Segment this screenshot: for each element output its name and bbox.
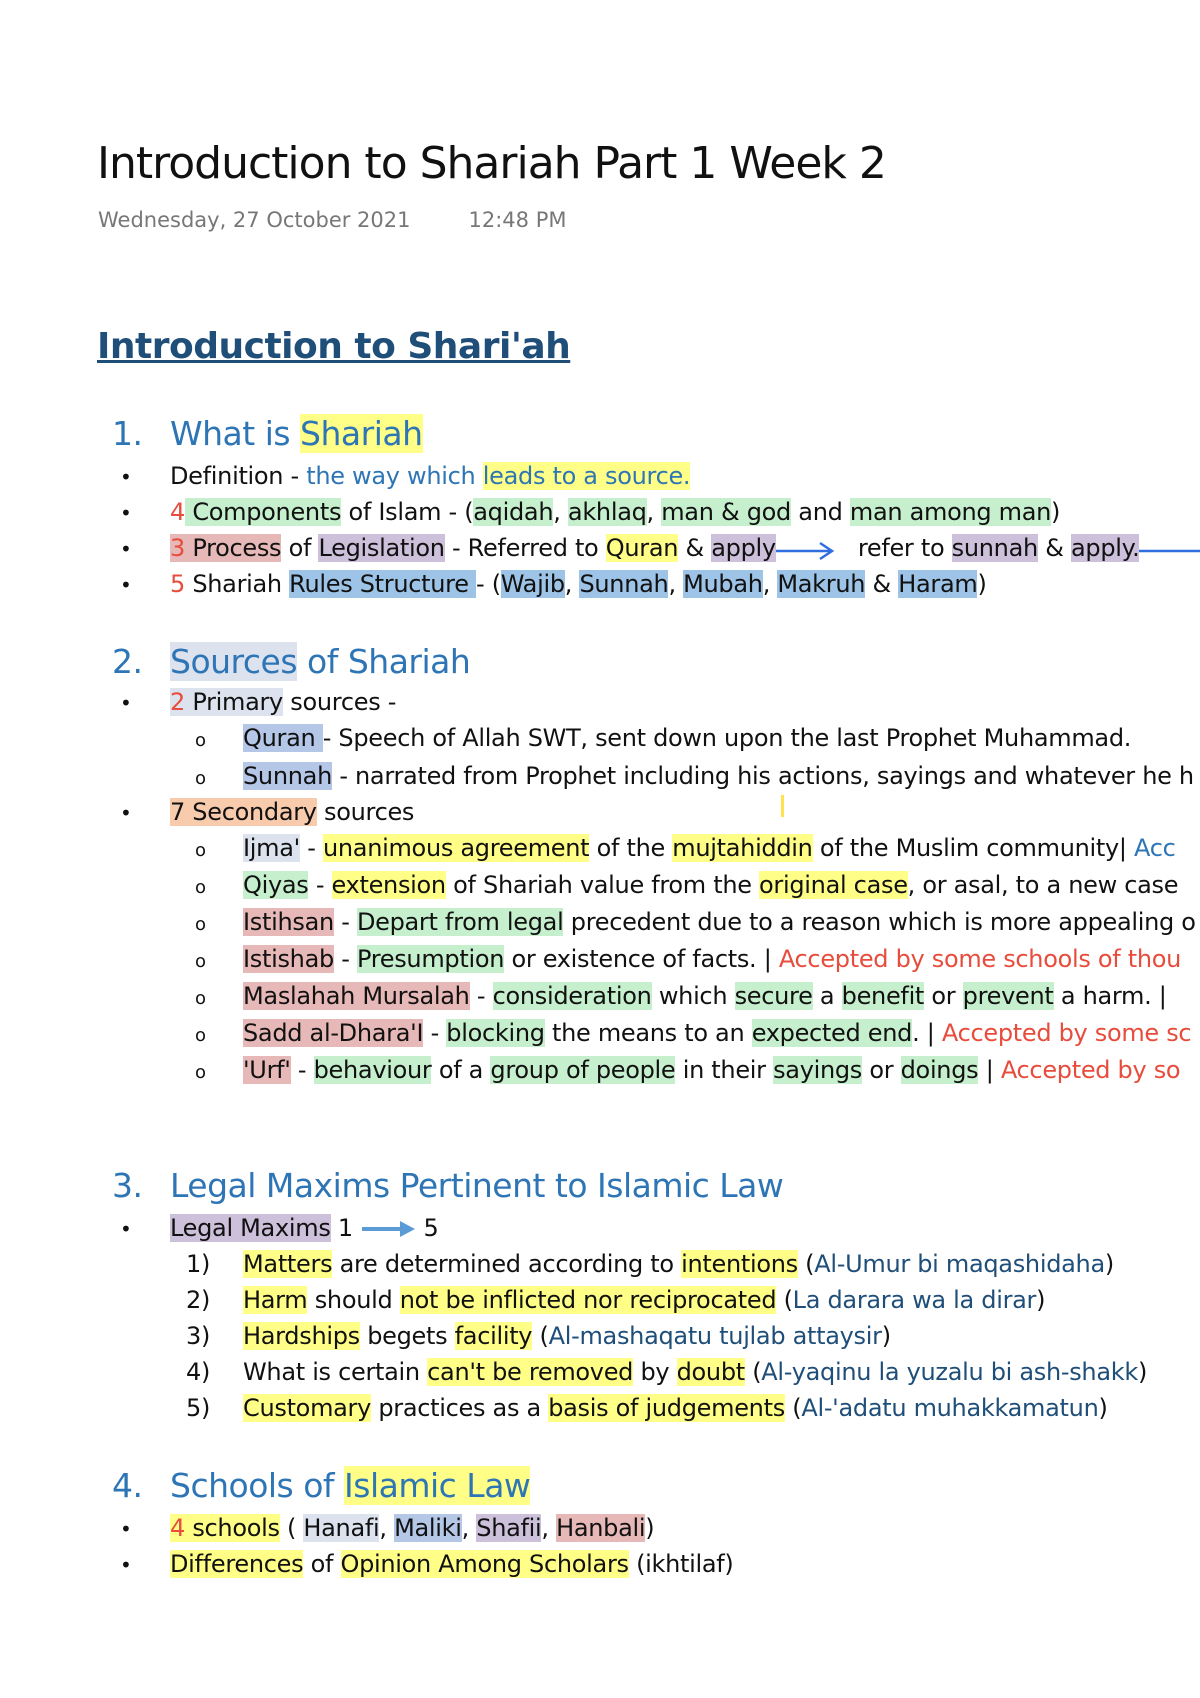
section-3-heading (112, 1166, 783, 1205)
text: sayings (773, 1056, 863, 1084)
item-number: 2) (186, 1286, 211, 1314)
text: sources - (282, 688, 397, 716)
text: basis of judgements (548, 1394, 785, 1422)
text: Hardships (243, 1322, 360, 1350)
text: doubt (676, 1358, 745, 1386)
arrow-icon (360, 1217, 416, 1241)
text: 7 Secondary (170, 798, 317, 826)
text: sunnah (951, 534, 1038, 562)
text: begets (359, 1322, 455, 1350)
bullet: • (120, 465, 132, 489)
text: or existence of facts. | (504, 945, 779, 973)
text: Sadd al-Dhara'I (243, 1019, 424, 1047)
heading-text: Shariah (300, 414, 423, 453)
bullet: o (195, 914, 206, 935)
text: should (307, 1286, 400, 1314)
text: intentions (681, 1250, 798, 1278)
text: refer to (857, 534, 952, 562)
list-item (120, 688, 396, 716)
text: Al-yaqinu la yuzalu bi ash-shakk (761, 1358, 1138, 1386)
text: - (308, 871, 332, 899)
text: facility (454, 1322, 533, 1350)
numbered-item (186, 1286, 1045, 1314)
text: Presumption (356, 945, 505, 973)
text: Primary (184, 688, 283, 716)
text: Accepted by some sc (941, 1019, 1192, 1047)
bullet: • (120, 1517, 132, 1541)
text: , (668, 570, 684, 598)
text: Quran (605, 534, 679, 562)
text: Quran (243, 724, 323, 752)
text: Process (184, 534, 282, 562)
text: ) (1098, 1394, 1108, 1422)
text: are determined according to (332, 1250, 682, 1278)
text: - (333, 908, 357, 936)
text: - ( (476, 570, 501, 598)
text: Al-'adatu muhakkamatun (801, 1394, 1099, 1422)
text: 'Urf' (243, 1056, 291, 1084)
text: ( (279, 1514, 304, 1542)
text: consideration (492, 982, 652, 1010)
section-number: 1. (112, 414, 143, 453)
text: ( (797, 1250, 815, 1278)
text: Accepted by so (1000, 1056, 1181, 1084)
text: - (423, 1019, 447, 1047)
text: benefit (841, 982, 925, 1010)
text: Makruh (777, 570, 866, 598)
text: of the (589, 834, 673, 862)
text: the way which (306, 462, 483, 490)
text: by (633, 1358, 677, 1386)
text: behaviour (313, 1056, 432, 1084)
text: not be inflicted nor reciprocated (399, 1286, 777, 1314)
text: Mubah (683, 570, 763, 598)
count: 4 (170, 1514, 185, 1542)
text: Al-mashaqatu tujlab attaysir (548, 1322, 882, 1350)
bullet: o (195, 951, 206, 972)
heading-text: Sources (170, 642, 298, 681)
text: of (281, 534, 319, 562)
text: - Speech of Allah SWT, sent down upon the last Prophet Muhammad. (322, 724, 1132, 752)
text: Opinion Among Scholars (340, 1550, 629, 1578)
text: ) (1104, 1250, 1114, 1278)
text: original case (759, 871, 908, 899)
bullet: o (195, 1025, 206, 1046)
bullet: • (120, 801, 132, 825)
sub-list-item (195, 908, 1196, 936)
text: , (646, 498, 662, 526)
text: & (1037, 534, 1071, 562)
text: & (865, 570, 899, 598)
text: unanimous agreement (322, 834, 590, 862)
list-item (120, 1514, 654, 1542)
text: ) (1051, 498, 1061, 526)
text: extension (331, 871, 446, 899)
text: ) (977, 570, 987, 598)
text: , (461, 1514, 477, 1542)
page-meta (98, 208, 566, 232)
text: - (333, 945, 357, 973)
text: or (862, 1056, 901, 1084)
text: Wajib (500, 570, 565, 598)
text: , (762, 570, 778, 598)
text: doings (900, 1056, 979, 1084)
item-number: 5) (186, 1394, 211, 1422)
text: ( (532, 1322, 549, 1350)
numbered-item (186, 1394, 1108, 1422)
sub-list-item (195, 724, 1131, 752)
text-cursor (781, 795, 784, 817)
list-item (120, 462, 690, 490)
section-number: 3. (112, 1166, 143, 1205)
text: of the Muslim community| (812, 834, 1135, 862)
count: 3 (170, 534, 185, 562)
count: 2 (170, 688, 185, 716)
list-item (120, 570, 987, 598)
section-number: 4. (112, 1466, 143, 1505)
text: What is certain (243, 1358, 428, 1386)
text: Depart from legal (356, 908, 564, 936)
text: Harm (243, 1286, 308, 1314)
text: aqidah (473, 498, 554, 526)
list-item (120, 534, 1200, 562)
section-2-heading (112, 642, 470, 681)
page-title: Introduction to Shariah Part 1 Week 2 (97, 138, 886, 189)
text: Differences (170, 1550, 304, 1578)
main-heading: Introduction to Shari'ah (97, 326, 571, 367)
text: practices as a (371, 1394, 549, 1422)
text: Shariah (184, 570, 290, 598)
bullet: o (195, 988, 206, 1009)
text: Haram (898, 570, 978, 598)
list-item (120, 1550, 733, 1578)
section-4-heading (112, 1466, 530, 1505)
text: - Referred to (444, 534, 606, 562)
text: ( (776, 1286, 793, 1314)
text: of Islam - ( (341, 498, 474, 526)
text: man & god (661, 498, 791, 526)
text: 5 (416, 1214, 439, 1242)
heading-text: What is (170, 414, 301, 453)
bullet: o (195, 840, 206, 861)
text: ( (784, 1394, 802, 1422)
bullet: o (195, 1062, 206, 1083)
text: ) (1137, 1358, 1148, 1386)
text: Rules Structure (289, 570, 477, 598)
numbered-item (186, 1322, 891, 1350)
text: blocking (446, 1019, 545, 1047)
list-item (120, 1214, 438, 1242)
bullet: • (120, 691, 132, 715)
sub-list-item (195, 871, 1178, 899)
text: ) (1036, 1286, 1046, 1314)
list-item (120, 798, 414, 826)
sub-list-item (195, 1019, 1191, 1047)
text: a harm. | (1053, 982, 1167, 1010)
text: - (299, 834, 323, 862)
page-date: Wednesday, 27 October 2021 (98, 208, 411, 232)
text: and (790, 498, 850, 526)
bullet: • (120, 537, 132, 561)
list-item (120, 498, 1060, 526)
bullet: • (120, 573, 132, 597)
text: Hanbali (556, 1514, 646, 1542)
text: Istihsan (243, 908, 334, 936)
text: Al-Umur bi maqashidaha (814, 1250, 1105, 1278)
text: sources (316, 798, 415, 826)
text: - narrated from Prophet including his actions, sayings and whatever he h (332, 762, 1194, 790)
sub-list-item (195, 945, 1181, 973)
text: | (978, 1056, 1001, 1084)
arrow-icon (1139, 537, 1200, 561)
text: of Shariah value from the (445, 871, 760, 899)
text: schools (184, 1514, 280, 1542)
text: Hanafi (303, 1514, 380, 1542)
section-1-heading (112, 414, 423, 453)
text: - (469, 982, 493, 1010)
text: Accepted by some schools of thou (778, 945, 1182, 973)
item-number: 4) (186, 1358, 211, 1386)
heading-text: Islamic Law (344, 1466, 531, 1505)
text: Maliki (394, 1514, 462, 1542)
text: , (553, 498, 568, 526)
text: Components (184, 498, 342, 526)
text: prevent (962, 982, 1054, 1010)
text: man among man (849, 498, 1052, 526)
text: of a (431, 1056, 491, 1084)
text: , or asal, to a new case (907, 871, 1179, 899)
text: a (812, 982, 842, 1010)
text: , (541, 1514, 557, 1542)
text: 1 (330, 1214, 361, 1242)
text: Istishab (243, 945, 334, 973)
text: in their (675, 1056, 774, 1084)
text: of (303, 1550, 341, 1578)
text: precedent due to a reason which is more appealing o (563, 908, 1196, 936)
text: the means to an (544, 1019, 752, 1047)
numbered-item (186, 1250, 1114, 1278)
sub-list-item (195, 982, 1167, 1010)
text: . | (912, 1019, 942, 1047)
text: Shafii (476, 1514, 542, 1542)
text: Matters (243, 1250, 333, 1278)
text: Sunnah (243, 762, 332, 790)
count: 4 (170, 498, 185, 526)
count: 5 (170, 570, 185, 598)
text: & (678, 534, 712, 562)
text: Qiyas (243, 871, 309, 899)
bullet: • (120, 1217, 132, 1241)
text: leads to a source. (482, 462, 691, 490)
text: mujtahiddin (672, 834, 813, 862)
sub-list-item (195, 762, 1194, 790)
text: which (651, 982, 735, 1010)
text: expected end (751, 1019, 913, 1047)
text: La darara wa la dirar (792, 1286, 1037, 1314)
heading-text: Schools of (170, 1466, 345, 1505)
text: can't be removed (427, 1358, 634, 1386)
text: Customary (243, 1394, 372, 1422)
text: Definition - (170, 462, 307, 490)
text: akhlaq (567, 498, 647, 526)
page-time: 12:48 PM (468, 208, 567, 232)
bullet: o (195, 768, 206, 789)
text: Ijma' (243, 834, 300, 862)
bullet: • (120, 501, 132, 525)
arrow-icon (776, 537, 838, 561)
text: ) (881, 1322, 891, 1350)
text: Acc (1134, 834, 1176, 862)
item-number: 1) (186, 1250, 211, 1278)
text: ( (744, 1358, 762, 1386)
text: Legislation (318, 534, 445, 562)
text: , (564, 570, 580, 598)
item-number: 3) (186, 1322, 211, 1350)
section-number: 2. (112, 642, 143, 681)
text: , (379, 1514, 395, 1542)
text: apply. (1071, 534, 1140, 562)
text: (ikhtilaf) (628, 1550, 734, 1578)
text: Legal Maxims (170, 1214, 331, 1242)
bullet: o (195, 730, 206, 751)
text: ) (645, 1514, 655, 1542)
text: Sunnah (579, 570, 669, 598)
bullet: • (120, 1553, 132, 1577)
sub-list-item (195, 834, 1176, 862)
text: apply (711, 534, 776, 562)
sub-list-item (195, 1056, 1180, 1084)
text: secure (734, 982, 813, 1010)
text: or (924, 982, 963, 1010)
numbered-item (186, 1358, 1147, 1386)
text: - (290, 1056, 314, 1084)
text: Maslahah Mursalah (243, 982, 470, 1010)
bullet: o (195, 877, 206, 898)
text: group of people (490, 1056, 676, 1084)
heading-text: of Shariah (297, 642, 471, 681)
heading-text: Legal Maxims Pertinent to Islamic Law (170, 1166, 784, 1205)
